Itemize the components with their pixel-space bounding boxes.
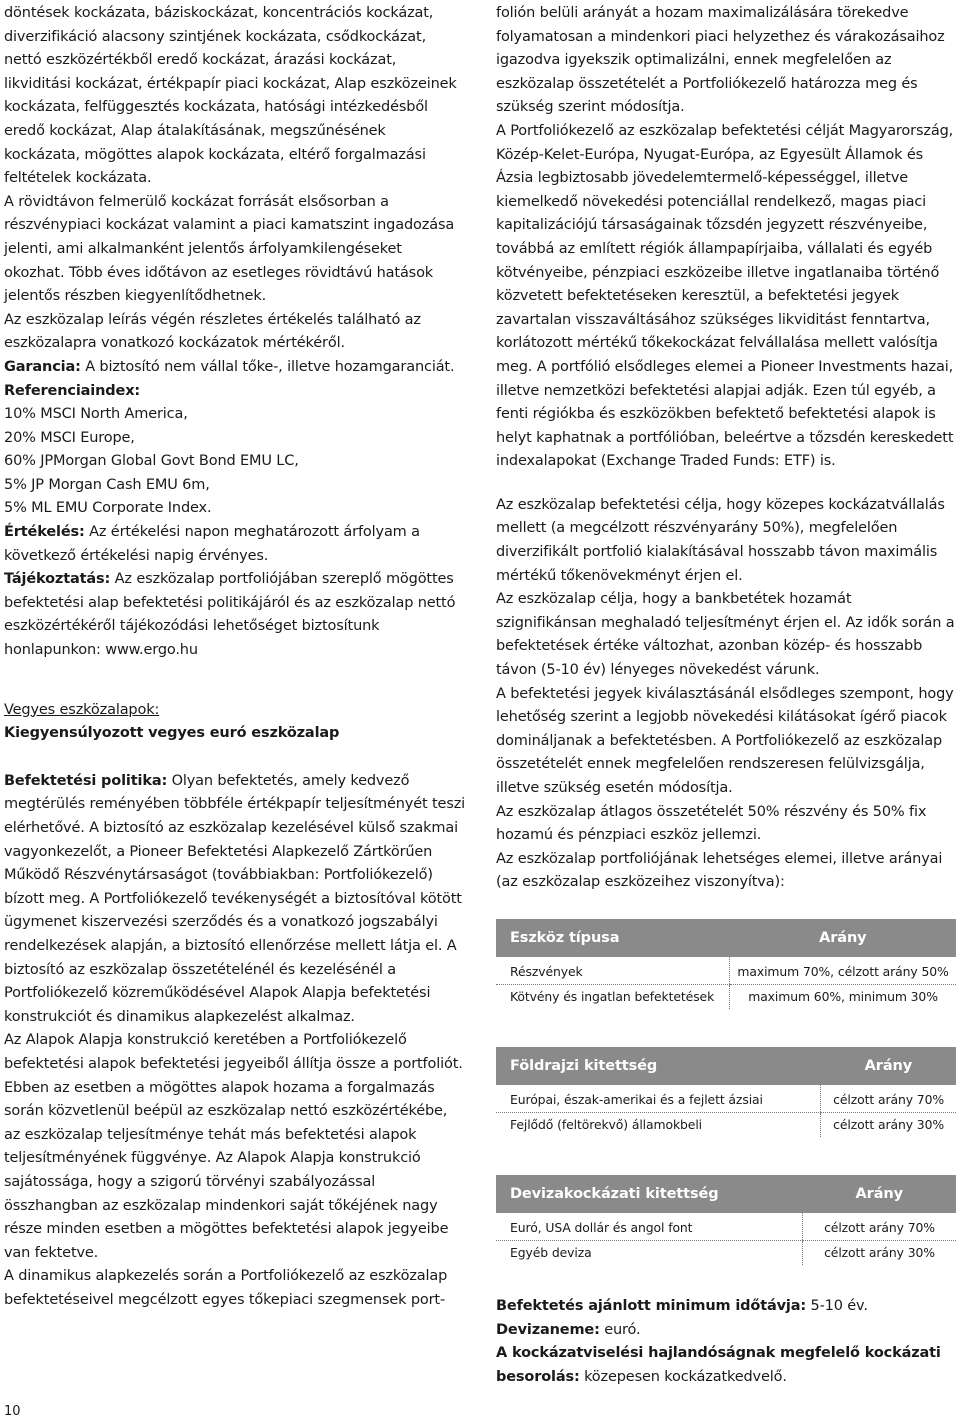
table-header: Arány [730,919,956,957]
guarantee-label: Garancia: [4,358,81,375]
asset-type-table [496,919,956,1009]
table-header: Arány [803,1175,956,1213]
short-term-risk-paragraph: A rövidtávon felmerülő kockázat forrását elsősorban a részvénypiaci kockázat valamint a piaci kamatszint ingadozása jelenti, ami alkalmanként jelentős árfolyamkilengéseket okozhat. Több éves időtávon az esetleges rövidtávú hatások jelentős részben kiegyenlítődhetnek. [4,193,455,305]
table-row [496,1240,956,1265]
valuation-label: Értékelés: [4,524,85,541]
risk-list-paragraph: döntések kockázata, báziskockázat, koncentrációs kockázat, diverzifikáció alacsony szintjének kockázata, csődkockázat, nettó eszközértékből eredő kockázat, árazási kockázat, likviditási kockázat, értékpapír piaci kockázat, Alap eszközeinek kockázata, felfüggesztés kockázata, hatósági intézkedésből eredő kockázat, Alap átalakításának, megszűnésének kockázata, mögöttes alapok kockázata, eltérő forgalmazási feltételek kockázata. [4,5,457,187]
ref-item: 5% JP Morgan Cash EMU 6m, [4,476,210,493]
table-row [496,1112,956,1137]
information-paragraph [4,568,466,662]
table-cell: Fejlődő (feltörekvő) államokbeli [510,1116,703,1132]
investment-policy-text: Olyan befektetés, amely kedvező megtérülés reményében többféle értékpapír teljesítményét teszi elérhetővé. A biztosító az eszközalap kezelésével külső szakmai vagyonkezelőt, a Pioneer Befektetési Alapkezelő Zártkörűen Működő Részvénytársaságot (továbbiakban: Portfoliókezelő) bízott meg. A Portfoliókezelő tevékenységét a biztosítóval kötött ügymenet kiszervezési szerződés és a vonatkozó jogszabályi rendelkezések alapján, a biztosító ellenőrzése mellett látja el. A biztosító az eszközalap összetételénél és kezelésénél a Portfoliókezelő közreműködésével Alapok Alapja befektetési konstrukciót és dinamikus alapkezelést alkalmaz. [4,772,466,1025]
table-row [496,1085,956,1113]
dynamic-management-paragraph: A dinamikus alapkezelés során a Portfoliókezelő az eszközalap befektetéseivel megcélzott egyes tőkepiaci szegmensek port- [4,1268,448,1308]
ref-item: 60% JPMorgan Global Govt Bond EMU LC, [4,453,299,470]
minimum-term-paragraph [496,1295,956,1319]
geo-table-wrap [496,1047,956,1137]
minimum-term-value: 5-10 év. [806,1297,868,1314]
aim-paragraph: Az eszközalap befektetési célja, hogy közepes kockázatvállalás mellett (a megcélzott részvényarány 50%), megfelelően diverzifikált portfolió kialakításával hosszabb távon maximális mértékű tőkenövekményt érjen el. [496,496,945,584]
table-cell: Európai, észak-amerikai és a fejlett ázsiai [496,1085,821,1113]
currency-value: euró. [599,1321,641,1338]
aim-paragraph: Az eszközalap portfoliójának lehetséges elemei, illetve arányai (az eszközalap eszközeihez viszonyítva): [496,850,943,891]
table-header: Arány [821,1047,956,1085]
currency-label: Devizaneme: [496,1321,600,1338]
table-row [496,957,956,985]
fund-title: Kiegyensúlyozott vegyes euró eszközalap [4,725,340,742]
ref-item: 20% MSCI Europe, [4,429,135,446]
table-cell: Részvények [496,957,730,985]
investment-policy-paragraph [4,770,466,1030]
table-cell: Euró, USA dollár és angol font [496,1213,803,1241]
reference-index-label: Referenciaindex: [4,382,141,399]
section-heading: Vegyes eszközalapok: [4,701,160,718]
investment-policy-label: Befektetési politika: [4,772,168,789]
aim-paragraph: Az eszközalap célja, hogy a bankbetétek hozamát szignifikánsan meghaladó teljesítményt érjen el. Az idők során a befektetések értéke változhat, azonban közép- és hosszabb távon (5-10 év) lényeges növekedést várunk. [496,591,955,679]
table-cell: maximum 60%, minimum 30% [730,984,956,1009]
table-header: Eszköz típusa [496,919,730,957]
table-cell: Kötvény és ingatlan befektetések [510,988,715,1004]
valuation-paragraph [4,521,466,568]
currency-table-wrap [496,1175,956,1265]
continuation-paragraph: folión belüli arányát a hozam maximalizálására törekedve folyamatosan a mindenkori piaci helyzethez és várakozásaihoz igazodva igyekszik optimalizálni, ennek megfelelően az eszközalap összetételét a Portfoliókezelő határozza meg és szükség szerint módosítja. [496,5,945,116]
asset-type-table-wrap [496,919,956,1009]
ref-item: 5% ML EMU Corporate Index. [4,500,212,517]
table-row [496,1213,956,1241]
valuation-text: Az értékelési napon meghatározott árfolyam a következő értékelési napig érvényes. [4,524,420,564]
table-cell: Egyéb deviza [510,1244,592,1260]
table-header: Devizakockázati kitettség [496,1175,803,1213]
fund-of-funds-paragraph: Az Alapok Alapja konstrukció keretében a Portfoliókezelő befektetési alapok befektetési jegyeiből állítja össze a portfoliót. Ebben az esetben a mögöttes alapok hozama a forgalmazás során közvetlenül beépül az eszközalap nettó eszközértékébe, az eszközalap teljesítménye tehát más befektetési alapok teljesítményének függvénye. Az Alapok Alapja konstrukció sajátossága, hogy a szigorú törvényi szabályozással összhangban az eszközalap mindenkori saját tőkéjének nagy része minden esetben a mögöttes befektetési alapok jegyeibe van fektetve. [4,1032,463,1261]
table-cell: célzott arány 30% [803,1240,956,1265]
table-header: Földrajzi kitettség [496,1047,821,1085]
currency-paragraph [496,1319,956,1343]
information-label: Tájékoztatás: [4,571,111,588]
guarantee-text: A biztosító nem vállal tőke-, illetve hozamgaranciát. [80,358,455,375]
aim-paragraph: A befektetési jegyek kiválasztásánál elsődleges szempont, hogy lehetőség szerint a legjobb növekedési kilátásokat ígérő piacok domináljanak a befektetésben. A Portfoliókezelő az eszközalap összetételét ennek megfelelően rendszeresen felülvizsgálja, illetve szükség esetén módosítja. [496,685,954,796]
currency-exposure-table [496,1175,956,1265]
table-row [496,984,956,1009]
risk-classification-paragraph [496,1342,956,1389]
left-column [4,2,466,1312]
table-cell: célzott arány 70% [821,1085,956,1113]
ref-item: 10% MSCI North America, [4,406,188,423]
information-text: Az eszközalap portfoliójában szereplő mögöttes befektetési alap befektetési politikájáról és az eszközalap nettó eszközértékéről tájékozódási lehetőséget biztosítunk honlapunkon: www.ergo.hu [4,571,456,659]
table-cell: célzott arány 30% [821,1112,956,1137]
right-column [496,2,956,1389]
geographic-exposure-table [496,1047,956,1137]
guarantee-paragraph [4,356,466,380]
risk-evaluation-note: Az eszközalap leírás végén részletes értékelés található az eszközalapra vonatkozó kockázatok mértékéről. [4,311,421,352]
minimum-term-label: Befektetés ajánlott minimum időtávja: [496,1297,807,1314]
table-cell: maximum 70%, célzott arány 50% [730,957,956,985]
investment-goal-paragraph: A Portfoliókezelő az eszközalap befektetési célját Magyarország, Közép-Kelet-Európa, Nyugat-Európa, az Egyesült Államok és Ázsia legbiztosabb jövedelemtermelő-képességgel, illetve kiemelkedő növekedési potenciállal rendelkező, magas piaci kapitalizációjú társaságainak tőzsdén jegyzett részvényeibe, továbbá az említett régiók állampapírjaiba, vállalati és egyéb kötvényeibe, pénzpiaci eszközeibe illetve ingatlanaiba történő közvetett befektetéseken keresztül, a befektetési jegyek zavartalan visszaváltásához szükséges likviditást fenntartva, korlátozott mértékű tőkekockázat felvállalása mellett valósítja meg. A portfólió elsődleges elemei a Pioneer Investments hazai, illetve nemzetközi befektetési alapjai adják. Ezen túl egyéb, a fenti régiókba és eszközökben befektető befektetési alapok is helyt kaphatnak a portfólióban, beleértve a tőzsdén kereskedett indexalapokat (Exchange Traded Funds: ETF) is. [496,122,954,470]
risk-classification-value: közepesen kockázatkedvelő. [579,1368,787,1385]
aim-paragraph: Az eszközalap átlagos összetételét 50% részvény és 50% fix hozamú és pénzpiaci eszköz jellemzi. [496,803,927,844]
risk-classification-label: A kockázatviselési hajlandóságnak megfelelő kockázati besorolás: [496,1345,941,1385]
page-number: 10 [4,1404,21,1419]
table-cell: célzott arány 70% [803,1213,956,1241]
